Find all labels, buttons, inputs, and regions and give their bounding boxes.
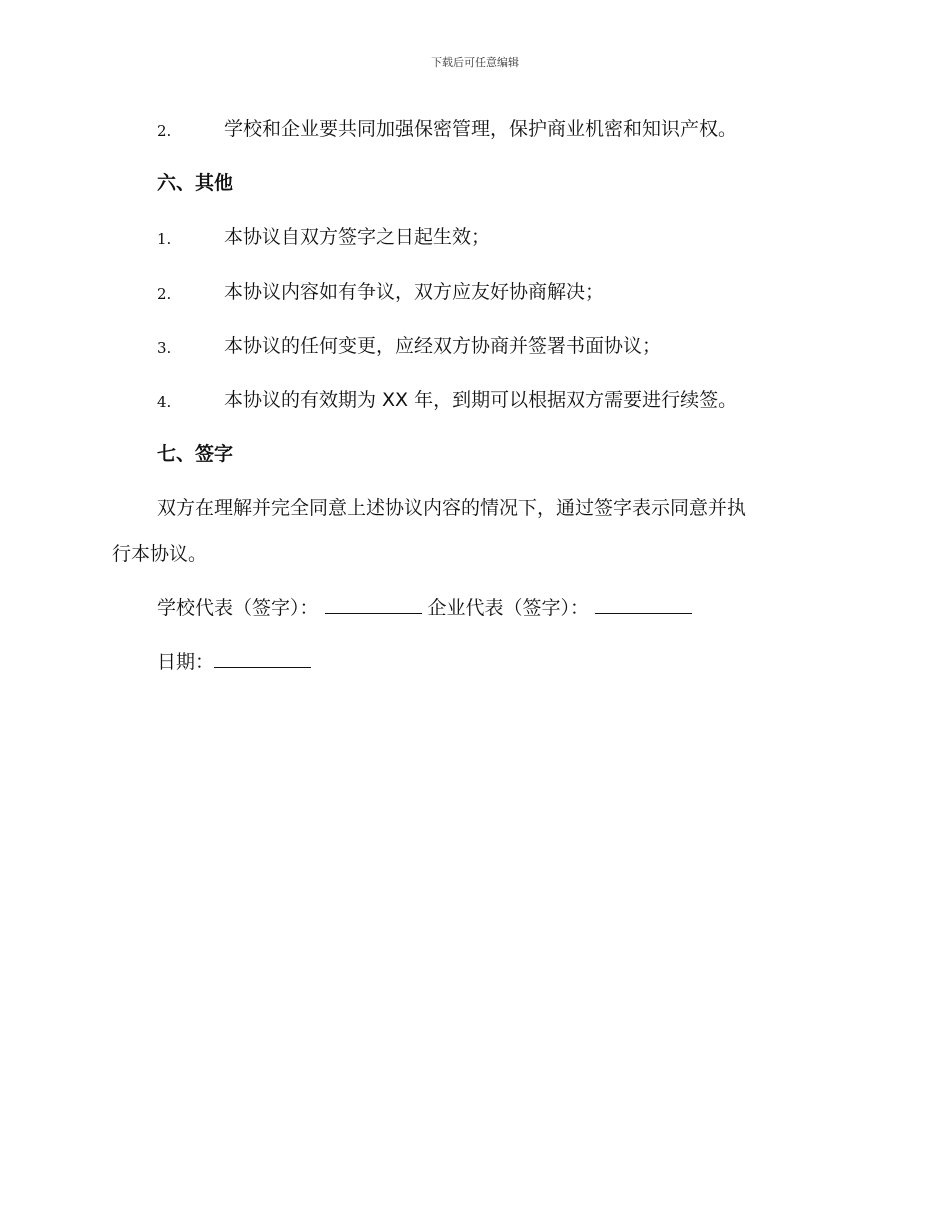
page-header-note: 下载后可任意编辑 [431, 56, 519, 69]
list-item-number: 1. [157, 230, 172, 248]
company-rep-signature-blank[interactable] [595, 595, 692, 614]
list-item-text: 学校和企业要共同加强保密管理，保护商业机密和知识产权。 [224, 118, 738, 140]
list-item-number: 2. [157, 122, 172, 140]
company-rep-label: 企业代表（签字）： [427, 597, 590, 619]
date-blank[interactable] [214, 649, 311, 668]
school-rep-label: 学校代表（签字）： [157, 597, 319, 619]
school-rep-signature-blank[interactable] [325, 595, 422, 614]
list-item-text: 本协议的任何变更，应经双方协商并签署书面协议； [224, 335, 662, 357]
signature-paragraph-line2: 行本协议。 [112, 543, 208, 565]
signature-row [157, 595, 692, 621]
list-item-number: 4. [157, 393, 172, 411]
section-heading-other: 六、其他 [157, 172, 234, 194]
list-item-text: 本协议自双方签字之日起生效； [224, 226, 491, 248]
list-item-number: 3. [157, 339, 172, 357]
list-item-number: 2. [157, 285, 172, 303]
list-item-text: 本协议内容如有争议，双方应友好协商解决； [224, 281, 605, 303]
section-heading-signature: 七、签字 [157, 443, 234, 465]
signature-paragraph-line1: 双方在理解并完全同意上述协议内容的情况下，通过签字表示同意并执 [157, 497, 747, 519]
date-row [157, 649, 311, 675]
date-label: 日期： [157, 651, 215, 673]
list-item-text: 本协议的有效期为 XX 年，到期可以根据双方需要进行续签。 [224, 389, 738, 411]
